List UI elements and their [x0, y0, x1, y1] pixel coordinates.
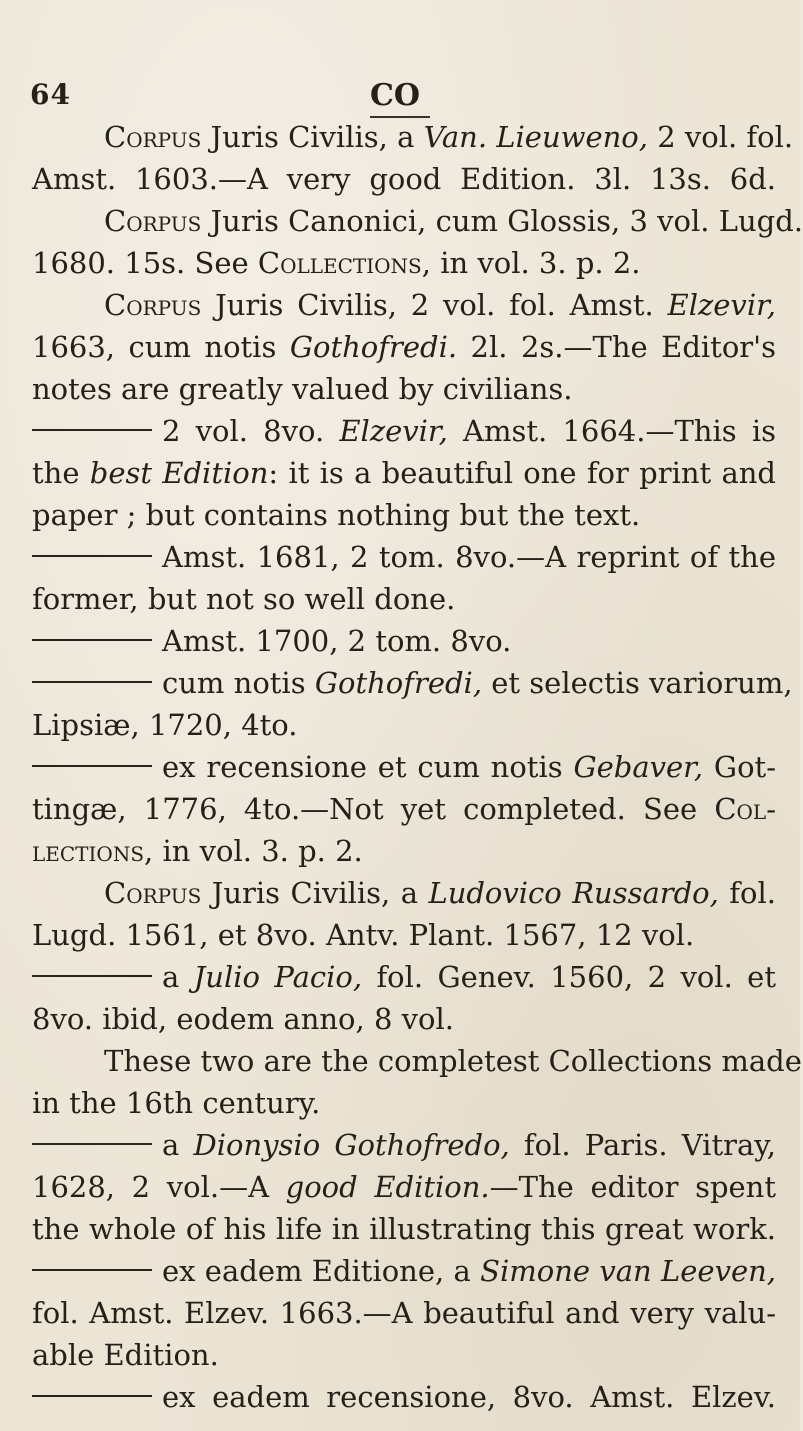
page-header — [30, 78, 770, 112]
text-line — [32, 746, 776, 788]
text-line — [32, 704, 776, 746]
text-segment: 1680. 15s. See — [32, 246, 258, 280]
text-segment: notes are greatly valued by civilians. — [32, 372, 573, 406]
ditto-dash — [32, 639, 152, 641]
text-segment: cum notis — [162, 666, 315, 700]
text-segment: able Edition. — [32, 1338, 219, 1372]
text-segment: Amst. 1700, 2 tom. 8vo. — [162, 624, 512, 658]
text-segment: ex eadem Editione, a — [162, 1254, 481, 1288]
text-line — [32, 1292, 776, 1334]
text-line — [32, 1124, 776, 1166]
text-line — [32, 116, 794, 158]
ditto-dash — [32, 765, 152, 767]
text-line — [32, 1208, 776, 1250]
text-segment: ex eadem recensione, 8vo. Amst. Elzev. — [162, 1380, 776, 1414]
text-segment: lections — [32, 834, 145, 868]
ditto-dash — [32, 1269, 152, 1271]
text-line — [32, 536, 776, 578]
text-line — [32, 914, 776, 956]
text-segment: former, but not so well done. — [32, 582, 456, 616]
text-segment: Corpus — [104, 204, 202, 238]
text-line — [32, 494, 776, 536]
text-segment: Juris Canonici, cum Glossis, 3 vol. Lugd. — [201, 204, 803, 238]
text-segment: 8vo. ibid, eodem anno, 8 vol. — [32, 1002, 454, 1036]
text-line — [32, 1082, 776, 1124]
text-line — [32, 830, 776, 872]
text-segment: Lipsiæ, 1720, 4to. — [32, 708, 298, 742]
text-segment: the whole of his life in illustrating this great work. — [32, 1212, 776, 1246]
text-segment: good Edition. — [285, 1170, 490, 1204]
text-segment: 1663, cum notis — [32, 330, 290, 364]
text-line — [32, 1334, 776, 1376]
text-line — [32, 788, 776, 830]
text-segment: fol. Amst. Elzev. 1663.—A beautiful and very valu- — [32, 1296, 776, 1330]
text-segment: Ludovico Russardo, — [428, 876, 719, 910]
text-line — [32, 368, 776, 410]
text-segment: Amst. 1603.—A very good Edition. 3l. 13s. 6d. — [32, 162, 776, 196]
text-segment: a — [162, 1128, 194, 1162]
text-line — [32, 452, 776, 494]
text-segment: Elzevir, — [667, 288, 776, 322]
text-segment: These two are the completest Collections made — [104, 1044, 802, 1078]
text-line — [32, 326, 776, 368]
text-segment: 2 vol. fol. — [647, 120, 794, 154]
text-segment: Gebaver, — [573, 750, 704, 784]
text-segment: fol. — [718, 876, 776, 910]
text-segment: 2 vol. 8vo. — [162, 414, 340, 448]
text-segment: Van. Lieuweno, — [423, 120, 648, 154]
text-line — [32, 1040, 802, 1082]
text-segment: Col- — [714, 792, 776, 826]
text-segment: 1628, 2 vol.—A — [32, 1170, 286, 1204]
text-segment: , in vol. 3. p. 2. — [144, 834, 363, 868]
text-segment: Collections — [257, 246, 422, 280]
text-line — [32, 158, 776, 200]
text-segment: the — [32, 456, 90, 490]
ditto-dash — [32, 429, 152, 431]
text-line — [32, 872, 776, 914]
text-segment: et selectis variorum, — [482, 666, 793, 700]
text-line — [32, 662, 793, 704]
text-line — [32, 284, 776, 326]
text-segment: tingæ, 1776, 4to.—Not yet completed. See — [32, 792, 715, 826]
text-segment: in the 16th century. — [32, 1086, 321, 1120]
text-segment: Gothofredi. — [289, 330, 458, 364]
text-segment: paper ; but contains nothing but the text. — [32, 498, 641, 532]
text-segment: Juris Civilis, a — [201, 120, 424, 154]
text-line — [32, 1250, 776, 1292]
text-segment: Corpus — [104, 120, 202, 154]
text-segment: Corpus — [104, 288, 202, 322]
text-segment: a — [162, 960, 194, 994]
text-segment: Lugd. 1561, et 8vo. Antv. Plant. 1567, 12 vol. — [32, 918, 695, 952]
text-segment: Julio Pacio, — [193, 960, 363, 994]
text-segment: best Edition — [89, 456, 269, 490]
text-line — [32, 998, 776, 1040]
text-segment: fol. Paris. Vitray, — [509, 1128, 776, 1162]
text-segment: ex recensione et cum notis — [162, 750, 574, 784]
text-segment: Amst. 1681, 2 tom. 8vo.—A reprint of the — [162, 540, 776, 574]
text-segment: Juris Civilis, a — [201, 876, 429, 910]
text-segment: Dionysio Gothofredo, — [193, 1128, 510, 1162]
ditto-dash — [32, 1143, 152, 1145]
text-segment: Corpus — [104, 876, 202, 910]
text-segment: Gothofredi, — [314, 666, 483, 700]
catalogue-entries — [32, 116, 803, 1418]
text-line — [32, 410, 776, 452]
text-segment: Elzevir, — [339, 414, 448, 448]
page-number: 64 — [30, 78, 71, 111]
text-segment: , in vol. 3. p. 2. — [421, 246, 641, 280]
text-segment: Amst. 1664.—This is — [447, 414, 776, 448]
text-segment: Simone van Leeven, — [480, 1254, 777, 1288]
text-line — [32, 1166, 776, 1208]
text-line — [32, 1376, 776, 1418]
text-segment: Got- — [703, 750, 776, 784]
ditto-dash — [32, 1395, 152, 1397]
text-segment: —The editor spent — [489, 1170, 777, 1204]
text-segment: Juris Civilis, 2 vol. fol. Amst. — [201, 288, 668, 322]
text-segment: : it is a beautiful one for print and — [268, 456, 776, 490]
text-segment: fol. Genev. 1560, 2 vol. et — [362, 960, 776, 994]
text-line — [32, 200, 803, 242]
signature-mark: CO — [370, 78, 421, 113]
ditto-dash — [32, 681, 152, 683]
text-line — [32, 620, 776, 662]
ditto-dash — [32, 975, 152, 977]
text-line — [32, 956, 776, 998]
text-line — [32, 242, 776, 284]
text-line — [32, 578, 776, 620]
text-segment: 2l. 2s.—The Editor's — [457, 330, 777, 364]
ditto-dash — [32, 555, 152, 557]
